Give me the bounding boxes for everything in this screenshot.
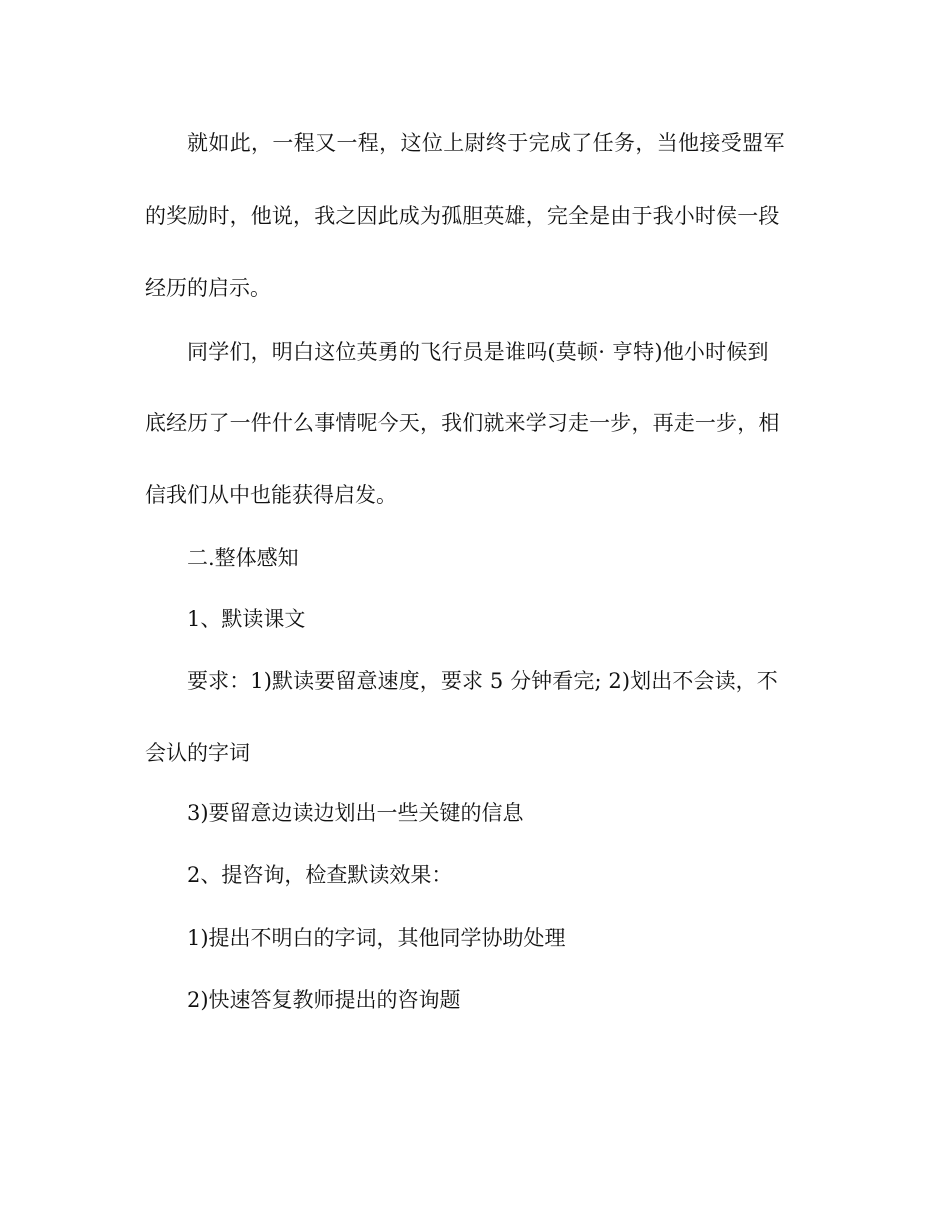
paragraph-line-6: 信我们从中也能获得启发。: [145, 483, 397, 507]
paragraph-line-5: 底经历了一件什么事情呢今天，我们就来学习走一步，再走一步，相: [145, 411, 780, 435]
check-item-2: 2)快速答复教师提出的咨询题: [187, 988, 461, 1012]
paragraph-line-3: 经历的启示。: [145, 276, 271, 300]
subheading-2: 2、提咨询，检查默读效果：: [187, 863, 453, 887]
paragraph-line-2: 的奖励时，他说，我之因此成为孤胆英雄，完全是由于我小时侯一段: [145, 204, 780, 228]
paragraph-line-4: 同学们，明白这位英勇的飞行员是谁吗(莫顿· 亨特)他小时候到: [187, 340, 769, 364]
subheading-1: 1、默读课文: [187, 607, 306, 631]
check-item-1: 1)提出不明白的字词，其他同学协助处理: [187, 926, 566, 950]
paragraph-line-1: 就如此，一程又一程，这位上尉终于完成了任务，当他接受盟军: [187, 131, 785, 155]
requirement-line-3: 3)要留意边读边划出一些关键的信息: [187, 801, 524, 825]
section-heading: 二.整体感知: [187, 546, 299, 570]
requirement-line-1: 要求：1)默读要留意速度，要求 5 分钟看完; 2)划出不会读，不: [187, 669, 778, 693]
requirement-line-2: 会认的字词: [145, 741, 250, 765]
